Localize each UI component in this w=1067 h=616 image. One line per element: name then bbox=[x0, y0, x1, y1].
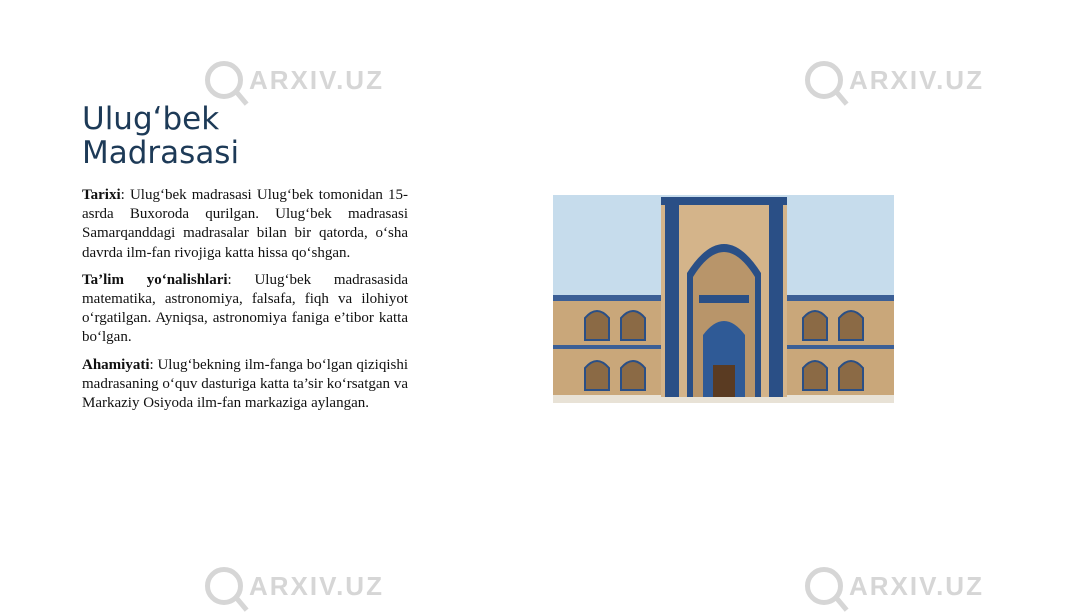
section-history bbox=[82, 186, 408, 263]
section-label: Ahamiyati bbox=[82, 356, 150, 373]
section-label: Ta’lim yo‘nalishlari bbox=[82, 271, 228, 288]
watermark-icon bbox=[205, 567, 243, 605]
madrasa-photo bbox=[553, 195, 894, 403]
watermark-icon bbox=[805, 61, 843, 99]
section-text: : Ulug‘bek madrasasi Ulug‘bek tomonidan 15-asrda Buxoroda qurilgan. Ulug‘bek madrasasi Samarqanddagi madrasalar bilan bir qatorda, o‘sha davrda ilm-fan rivojiga katta hissa qo‘shgan. bbox=[82, 187, 408, 261]
slide-title bbox=[82, 102, 302, 170]
watermark-icon bbox=[205, 61, 243, 99]
watermark-logo: ARXIV.UZ bbox=[805, 50, 1025, 110]
title-line-2: Madrasasi bbox=[82, 135, 240, 171]
section-text: : Ulug‘bek madrasasida matematika, astronomiya, falsafa, fiqh va ilohiyot o‘rgatilgan. Ayniqsa, astronomiya faniga e’tibor katta bo‘lgan. bbox=[82, 271, 408, 346]
title-line-1: Ulug‘bek bbox=[82, 101, 220, 137]
madrasa-illustration bbox=[553, 195, 894, 403]
watermark-logo: ARXIV.UZ bbox=[805, 556, 1025, 616]
section-text: : Ulug‘bekning ilm-fanga bo‘lgan qiziqishi madrasaning o‘quv dasturiga katta ta’sir ko‘rsatgan va Markaziy Osiyoda ilm-fan markaziga aylangan. bbox=[82, 356, 408, 412]
section-significance bbox=[82, 356, 408, 414]
slide-body bbox=[82, 186, 408, 421]
watermark-logo: ARXIV.UZ bbox=[205, 556, 425, 616]
watermark-icon bbox=[805, 567, 843, 605]
watermark-logo: ARXIV.UZ bbox=[205, 50, 425, 110]
section-education bbox=[82, 271, 408, 348]
section-label: Tarixi bbox=[82, 187, 121, 203]
